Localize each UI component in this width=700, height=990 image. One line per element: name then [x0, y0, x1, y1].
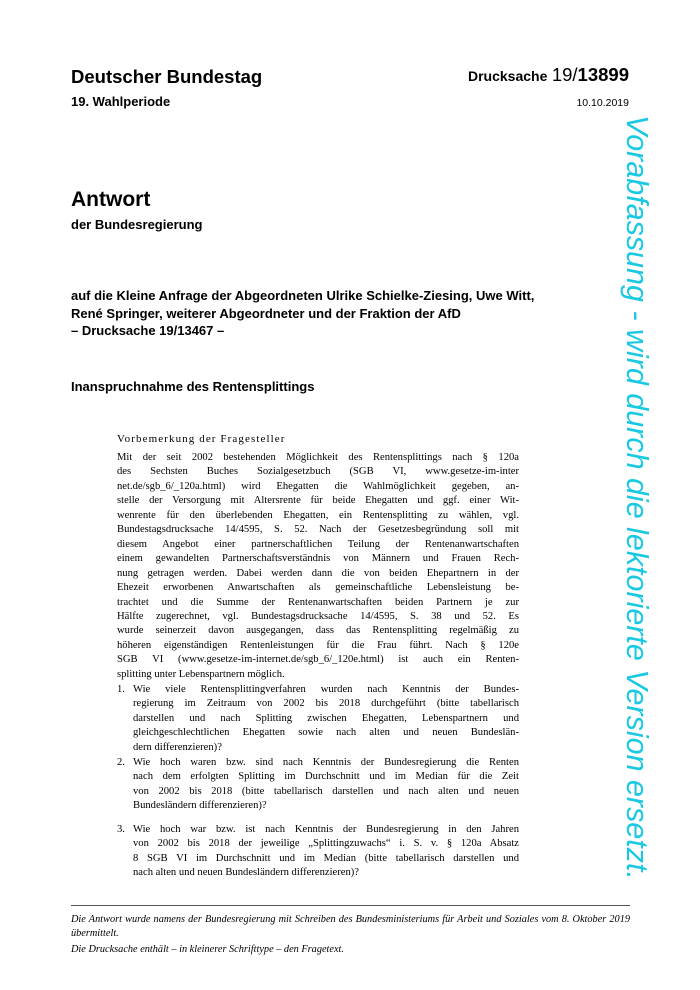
body-line: trachtet und die Summe der Rentenanwartschaften beiden Partnern je zur: [117, 596, 519, 608]
question-line: Wie hoch waren bzw. sind nach Kenntnis der Bundesregierung die Renten: [133, 757, 519, 768]
question-line: Wie hoch war bzw. ist nach Kenntnis der Bundesregierung in den Jahren: [133, 824, 519, 835]
body-line: des Sechsten Buches Sozialgesetzbuch (SGB VI, www.gesetze-im-inter: [117, 466, 519, 478]
body-line: wurde seinerzeit davon ausgegangen, dass das Rentensplitting regelmäßig zu: [117, 625, 519, 637]
inquiry-line: – Drucksache 19/13467 –: [71, 323, 225, 338]
legislative-period: 19. Wahlperiode: [71, 94, 171, 109]
drucksache-label: Drucksache: [467, 68, 548, 84]
draft-watermark: [587, 115, 687, 880]
question-line: von 2002 bis 2018 (bitte tabellarisch darstellen und nach alten und neuen: [133, 785, 519, 797]
document-subtitle: der Bundesregierung: [71, 217, 203, 232]
footer-divider: [71, 905, 630, 906]
question-item: [117, 823, 519, 881]
body-line: splitting unter Lebenspartnern möglich.: [117, 668, 285, 680]
question-number: 2.: [117, 757, 125, 768]
question-line: nach dem erfolgten Splitting im Durchschnitt und im Median für die Zeit: [133, 771, 519, 783]
drucksache-number-prefix: 19/: [551, 64, 578, 85]
question-line: Wie viele Rentensplittingverfahren wurden nach Kenntnis der Bundes-: [133, 684, 519, 695]
question-item: [117, 683, 519, 755]
document-date: 10.10.2019: [576, 97, 629, 109]
body-line: Hälfte zugerechnet, vgl. Bundestagsdrucksache 14/4595, S. 38 und 52. Es: [117, 610, 519, 622]
document-title: Antwort: [71, 188, 151, 211]
body-line: nung getragen werden. Dabei werden dann die von beiden Ehepartnern in der: [117, 567, 519, 579]
body-line: einem gewandelten Partnerschaftsverständnis von Männern und Frauen Rech-: [117, 553, 519, 565]
drucksache-number: 13899: [577, 64, 629, 85]
preliminary-body: [117, 451, 519, 682]
inquiry-line: René Springer, weiterer Abgeordneter und der Fraktion der AfD: [71, 305, 461, 321]
body-line: Ehezeit erworbenen Anwartschaften als gemeinschaftliche Lebensleistung be-: [117, 582, 519, 594]
body-line: Mit der seit 2002 bestehenden Möglichkeit des Rentensplittings nach § 120a: [117, 452, 519, 463]
question-line: darstellen und nach Splitting zwischen Ehegatten, Lebenspartnern und: [133, 712, 519, 724]
body-line: Bundestagsdrucksache 14/4595, S. 52. Nach der Gesetzesbegründung soll mit: [117, 524, 519, 536]
body-line: SGB VI (www.gesetze-im-internet.de/sgb_6/_120e.html) ist auch ein Renten-: [117, 654, 519, 666]
question-line: dern differenzieren)?: [133, 741, 222, 753]
inquiry-line: auf die Kleine Anfrage der Abgeordneten Ulrike Schielke-Ziesing, Uwe Witt,: [71, 288, 535, 303]
body-line: höheren eigenständigen Rentenleistungen für die Frau führt. Nach § 120e: [117, 639, 519, 651]
watermark-text: Vorabfassung - wird durch die lektorierte Version ersetzt.: [620, 115, 655, 880]
question-line: regierung im Zeitraum von 2002 bis 2018 durchgeführt (bitte tabellarisch: [133, 698, 519, 710]
question-line: gleichgeschlechtlichen Ehegatten sowie nach alten und neuen Bundeslän-: [133, 727, 519, 739]
question-line: Bundesländern differenzieren)?: [133, 800, 267, 812]
preliminary-title: Vorbemerkung der Fragesteller: [117, 433, 286, 445]
question-line: 8 SGB VI im Durchschnitt und im Median (bitte tabellarisch darstellen und: [133, 852, 519, 864]
question-number: 3.: [117, 824, 125, 835]
body-line: net.de/sgb_6/_120a.html) wird Ehegatten die Wahlmöglichkeit gegeben, an-: [117, 480, 519, 492]
question-line: von 2002 bis 2018 der jeweilige „Splittingzuwachs“ i. S. v. § 120a Absatz: [133, 838, 519, 850]
subject-heading: Inanspruchnahme des Rentensplittings: [71, 379, 315, 394]
question-item: [117, 756, 519, 814]
question-line: nach alten und neuen Bundesländern differenzieren)?: [133, 867, 359, 879]
document-number: [468, 64, 629, 86]
body-line: stelle der Versorgung mit Altersrente für beide Ehegatten und ggf. einer Wit-: [117, 495, 519, 507]
question-number: 1.: [117, 684, 125, 695]
footer-note-transmission: Die Antwort wurde namens der Bundesregierung mit Schreiben des Bundesministeriums für Arbeit und Soziales vom 8. Oktober 2019 übermittelt.: [71, 914, 630, 939]
footer-notes: [71, 913, 630, 957]
parliament-name: Deutscher Bundestag: [71, 66, 263, 87]
body-line: wenrente für den überlebenden Ehegatten, ein Rentensplitting zu wählen, vgl.: [117, 509, 519, 521]
footer-note-typeface: Die Drucksache enthält – in kleinerer Schrifttype – den Fragetext.: [71, 944, 344, 955]
inquiry-reference: [71, 287, 611, 340]
body-line: diesem Angebot einer partnerschaftlichen Teilung der Rentenanwartschaften: [117, 538, 519, 550]
